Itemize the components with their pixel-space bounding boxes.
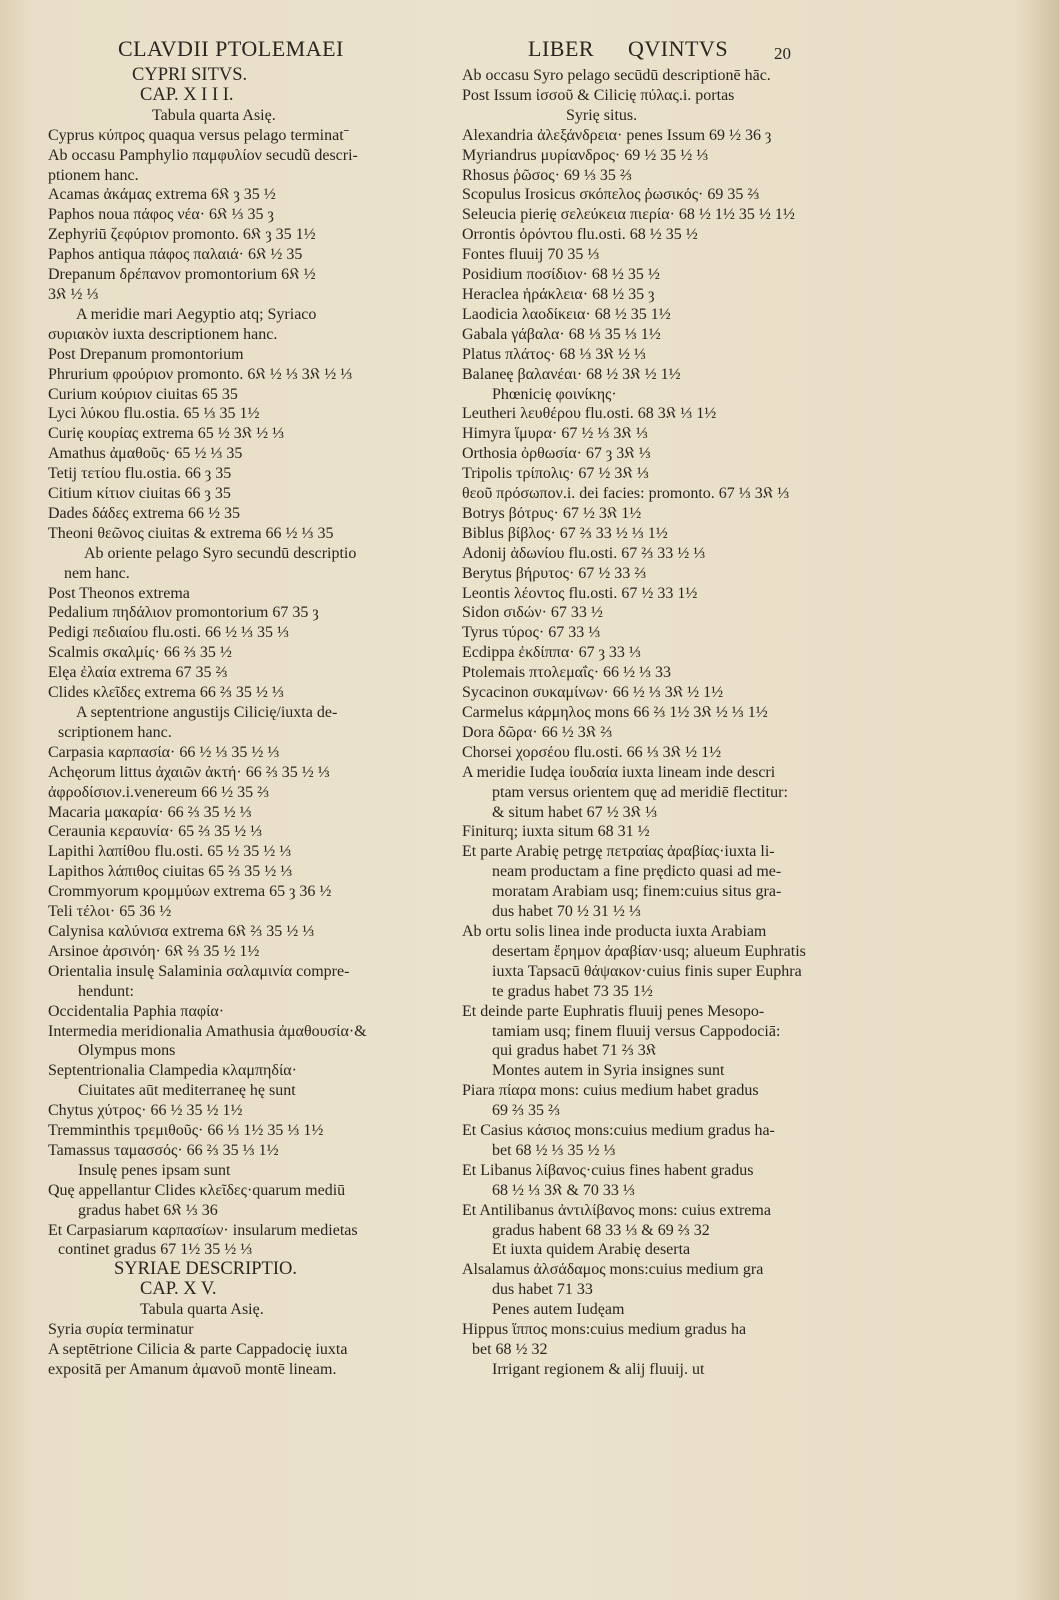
text-line: A meridie Iudęa ἰουδαία iuxta lineam inde descri [462, 763, 776, 781]
text-line: SYRIAE DESCRIPTIO. [114, 1259, 297, 1280]
text-line: dus habet 71 33 [492, 1281, 593, 1299]
text-line: Gabala γάβαλα· 68 ⅓ 35 ⅓ 1½ [462, 325, 661, 343]
text-line: Irrigant regionem & alij fluuij. ut [492, 1360, 705, 1378]
text-line: Scopulus Irosicus σκόπελος ῥωσικός· 69 35 ⅔ [462, 186, 760, 204]
text-line: qui gradus habet 71 ⅔ 3𝔎 [492, 1042, 657, 1060]
text-line: Penes autem Iudęam [492, 1301, 625, 1319]
text-line: Curię κουρίας extrema 65 ½ 3𝔎 ½ ⅓ [48, 425, 285, 443]
text-line: Theoni θεῶνος ciuitas & extrema 66 ½ ⅓ 35 [48, 524, 334, 542]
text-line: Lapithos λάπιθος ciuitas 65 ⅔ 35 ½ ⅓ [48, 863, 293, 881]
text-line: Heraclea ἡράκλεια· 68 ½ 35 ȝ [462, 285, 655, 303]
text-line: Post Theonos extrema [48, 584, 190, 602]
text-line: Rhosus ῥῶσος· 69 ⅓ 35 ⅔ [462, 166, 632, 184]
text-line: Carmelus κάρμηλος mons 66 ⅔ 1½ 3𝔎 ½ ⅓ 1½ [462, 704, 768, 721]
text-line: Himyra ἵμυρα· 67 ½ ⅓ 3𝔎 ⅓ [462, 425, 648, 443]
text-line: Phœnicię φοινίκης· [492, 385, 617, 403]
text-line: Chytus χύτρος· 66 ½ 35 ½ 1½ [48, 1102, 243, 1120]
left-column [48, 66, 418, 1380]
text-line: ptionem hanc. [48, 166, 139, 184]
text-line: Dora δῶρα· 66 ½ 3𝔎 ⅔ [462, 723, 613, 741]
text-line: ἀφροδίσιον.i.venereum 66 ½ 35 ⅔ [48, 783, 270, 801]
text-line: Finiturq; iuxta situm 68 31 ½ [462, 823, 650, 841]
text-line: Ab oriente pelago Syro secundū descriptio [84, 544, 357, 562]
text-line: Septentrionalia Clampedia κλαμπηδία· [48, 1062, 297, 1080]
text-line: Orrontis ὀρόντου flu.osti. 68 ½ 35 ½ [462, 226, 698, 244]
text-line: Dades δάδες extrema 66 ½ 35 [48, 504, 241, 522]
text-line: Acamas ἀκάμας extrema 6𝔎 ȝ 35 ½ [48, 186, 276, 204]
text-line: Et Carpasiarum καρπασίων· insularum medietas [48, 1221, 358, 1239]
text-line: Carpasia καρπασία· 66 ½ ⅓ 35 ½ ⅓ [48, 743, 280, 761]
text-line: Et Antilibanus ἀντιλίβανος mons: cuius extrema [462, 1201, 771, 1219]
text-line: Botrys βότρυς· 67 ½ 3𝔎 1½ [462, 504, 642, 522]
folio-number: 20 [774, 44, 791, 63]
text-line: Ab occasu Pamphylio παμφυλίον secudũ descri- [48, 146, 358, 164]
text-line: Drepanum δρέπανον promontorium 6𝔎 ½ [48, 266, 316, 284]
text-line: Platus πλάτος· 68 ⅓ 3𝔎 ½ ⅓ [462, 345, 646, 363]
text-line: bet 68 ½ 32 [472, 1341, 548, 1358]
text-line: Biblus βίβλος· 67 ⅔ 33 ½ ⅓ 1½ [462, 524, 668, 542]
text-line: Laodicia λαοδίκεια· 68 ½ 35 1½ [462, 305, 671, 323]
text-line: Ab ortu solis linea inde producta iuxta Arabiam [462, 922, 767, 940]
text-line: Syrię situs. [566, 106, 638, 124]
text-line: Teli τέλοι· 65 36 ½ [48, 903, 172, 921]
text-line: Et deinde parte Euphratis fluuij penes Mesopo- [462, 1002, 765, 1020]
text-line: Hippus ἵππος mons:cuius medium gradus ha [462, 1321, 747, 1339]
text-line: A septentrione angustijs Cilicię/iuxta de- [76, 704, 338, 721]
text-line: Montes autem in Syria insignes sunt [492, 1062, 725, 1080]
text-line: Alexandria ἀλεξάνδρεια· penes Issum 69 ½ 36 ȝ [462, 126, 772, 144]
text-line: Achęorum littus ἀχαιῶν ἀκτή· 66 ⅔ 35 ½ ⅓ [48, 763, 330, 781]
text-line: Crommyorum κρομμύων extrema 65 ȝ 36 ½ [48, 883, 332, 901]
text-line: Post Issum ἰσσοῦ & Cilicię πύλας.i. portas [462, 86, 735, 104]
text-line: Chorsei χορσέου flu.osti. 66 ⅓ 3𝔎 ½ 1½ [462, 743, 722, 761]
text-line: Seleucia pierię σελεύκεια πιερία· 68 ½ 1½ 35 ½ 1½ [462, 206, 795, 224]
text-line: Tamassus ταμασσός· 66 ⅔ 35 ⅓ 1½ [48, 1141, 279, 1159]
text-line: Clides κλεῖδες extrema 66 ⅔ 35 ½ ⅓ [48, 684, 284, 702]
text-line: CAP. X I I I. [140, 84, 234, 105]
text-line: Orthosia ὀρθωσία· 67 ȝ 3𝔎 ⅓ [462, 445, 651, 463]
text-line: Ecdippa ἐκδίππα· 67 ȝ 33 ⅓ [462, 644, 641, 662]
text-line: Elęa ἐλαία extrema 67 35 ⅔ [48, 664, 228, 682]
text-line: Berytus βήρυτος· 67 ½ 33 ⅔ [462, 564, 647, 582]
text-line: Posidium ποσίδιον· 68 ½ 35 ½ [462, 266, 660, 284]
text-line: Tyrus τύρος· 67 33 ⅓ [462, 624, 601, 642]
text-line: Post Drepanum promontorium [48, 345, 244, 363]
text-line: ptam versus orientem quę ad meridiē flectitur: [492, 783, 788, 801]
text-line: Fontes fluuij 70 35 ⅓ [462, 246, 600, 264]
text-line: Ptolemais πτολεμαΐς· 66 ½ ⅓ 33 [462, 664, 672, 682]
text-line: Tabula quarta Asię. [140, 1301, 264, 1319]
text-line: Et parte Arabię petrgę πετραίας ἀραβίας·iuxta li- [462, 843, 775, 861]
text-line: Pedigi πεδιαίου flu.osti. 66 ½ ⅓ 35 ⅓ [48, 624, 290, 642]
text-line: nem hanc. [64, 564, 130, 582]
text-line: Orientalia insulę Salaminia σαλαμινία compre- [48, 962, 350, 980]
text-line: Syria συρία terminatur [48, 1321, 194, 1339]
text-line: moratam Arabiam usq; finem:cuius situs gra- [492, 883, 782, 901]
text-line: Phrurium φρούριον promonto. 6𝔎 ½ ⅓ 3𝔎 ½ ⅓ [48, 365, 353, 383]
text-line: expositā per Amanum ἀμανοῦ montē lineam. [48, 1360, 337, 1378]
running-head-author: CLAVDII PTOLEMAEI [118, 36, 344, 61]
text-line: Tabula quarta Asię. [152, 106, 276, 124]
text-line: Tetij τετίου flu.ostia. 66 ȝ 35 [48, 465, 232, 483]
text-line: Olympus mons [78, 1042, 176, 1060]
text-line: Quę appellantur Clides κλεῖδες·quarum mediū [48, 1181, 346, 1199]
text-line: Ciuitates aūt mediterraneę hę sunt [78, 1082, 296, 1100]
right-column [462, 66, 818, 1380]
text-line: dus habet 70 ½ 31 ½ ⅓ [492, 903, 641, 921]
text-line: & situm habet 67 ½ 3𝔎 ⅓ [492, 803, 658, 821]
text-line: iuxta Tapsacū θάψακον·cuius finis super Euphra [492, 962, 802, 980]
text-line: A meridie mari Aegyptio atq; Syriaco [76, 305, 317, 323]
text-line: Balaneę βαλανέαι· 68 ½ 3𝔎 ½ 1½ [462, 365, 681, 383]
text-line: te gradus habet 73 35 1½ [492, 982, 653, 1000]
text-line: Leontis λέοντος flu.osti. 67 ½ 33 1½ [462, 584, 698, 602]
running-head-book: LIBER [528, 36, 595, 61]
text-line: Et iuxta quidem Arabię deserta [492, 1241, 691, 1259]
text-line: Paphos antiqua πάφος παλαιά· 6𝔎 ½ 35 [48, 246, 303, 264]
text-line: Zephyriū ζεφύριον promonto. 6𝔎 ȝ 35 1½ [48, 226, 316, 244]
text-line: neam productam a fine prędicto quasi ad me- [492, 863, 782, 881]
text-line: Lapithi λαπίθου flu.osti. 65 ½ 35 ½ ⅓ [48, 843, 292, 861]
text-line: Scalmis σκαλμίς· 66 ⅔ 35 ½ [48, 644, 232, 662]
text-line: 68 ½ ⅓ 3𝔎 & 70 33 ⅓ [492, 1181, 635, 1199]
text-line: Sidon σιδών· 67 33 ½ [462, 604, 603, 622]
text-line: CYPRI SITVS. [132, 65, 248, 85]
text-line: Pedalium πηδάλιον promontorium 67 35 ȝ [48, 604, 319, 622]
text-line: Intermedia meridionalia Amathusia ἀμαθουσία·& [48, 1022, 367, 1040]
text-line: Curium κούριον ciuitas 65 35 [48, 385, 238, 403]
text-line: tamiam usq; finem fluuij versus Cappodociā: [492, 1022, 781, 1040]
text-line: Insulę penes ipsam sunt [78, 1161, 231, 1179]
text-line: Tremminthis τρεμιθοῦς· 66 ⅓ 1½ 35 ⅓ 1½ [48, 1122, 324, 1140]
text-line: συριακὸν iuxta descriptionem hanc. [48, 325, 278, 343]
text-line: 69 ⅔ 35 ⅔ [492, 1102, 560, 1120]
text-line: Paphos noua πάφος νέα· 6𝔎 ⅓ 35 ȝ [48, 206, 274, 224]
text-line: gradus habet 6𝔎 ⅓ 36 [78, 1201, 218, 1219]
text-line: gradus habent 68 33 ⅓ & 69 ⅔ 32 [492, 1221, 710, 1239]
running-head-number: QVINTVS [628, 36, 729, 61]
text-line: hendunt: [78, 982, 134, 1000]
text-line: θεοῦ πρόσωπον.i. dei facies: promonto. 67 ⅓ 3𝔎 ⅓ [462, 485, 790, 503]
text-line: bet 68 ½ ⅓ 35 ½ ⅓ [492, 1141, 616, 1159]
text-line: Et Casius κάσιος mons:cuius medium gradus ha- [462, 1122, 775, 1140]
text-line: Ceraunia κεραυνία· 65 ⅔ 35 ½ ⅓ [48, 823, 263, 841]
text-line: desertam ἔρημον ἀραβίαν·usq; alueum Euphratis [492, 942, 806, 960]
text-line: Myriandrus μυρίανδρος· 69 ½ 35 ½ ⅓ [462, 146, 709, 164]
text-line: Macaria μακαρία· 66 ⅔ 35 ½ ⅓ [48, 803, 252, 821]
text-line: Arsinoe ἀρσινόη· 6𝔎 ⅔ 35 ½ 1½ [48, 942, 260, 960]
text-line: A septētrione Cilicia & parte Cappadocię iuxta [48, 1341, 348, 1358]
text-line: CAP. X V. [140, 1279, 217, 1300]
text-line: Cyprus κύπρος quaqua versus pelago terminatˉ [48, 126, 349, 144]
text-line: Occidentalia Paphia παφία· [48, 1002, 225, 1020]
text-line: Sycacinon συκαμίνων· 66 ½ ⅓ 3𝔎 ½ 1½ [462, 684, 724, 702]
text-line: Lyci λύκου flu.ostia. 65 ⅓ 35 1½ [48, 405, 260, 423]
text-line: Tripolis τρίπολις· 67 ½ 3𝔎 ⅓ [462, 465, 649, 483]
text-line: continet gradus 67 1½ 35 ½ ⅓ [58, 1241, 253, 1259]
text-line: 3𝔎 ½ ⅓ [48, 285, 99, 303]
text-line: Adonij ἀδωνίου flu.osti. 67 ⅔ 33 ½ ⅓ [462, 544, 706, 562]
text-line: Et Libanus λίβανος·cuius fines habent gradus [462, 1161, 754, 1179]
text-line: Citium κίτιον ciuitas 66 ȝ 35 [48, 485, 231, 503]
text-line: scriptionem hanc. [58, 723, 172, 741]
text-line: Piara πίαρα mons: cuius medium habet gradus [462, 1082, 759, 1100]
text-line: Calynisa καλύνισα extrema 6𝔎 ⅔ 35 ½ ⅓ [48, 922, 315, 940]
text-line: Ab occasu Syro pelago secūdū descriptionē hāc. [462, 67, 771, 84]
text-line: Amathus ἀμαθοῦς· 65 ½ ⅓ 35 [48, 445, 243, 463]
text-line: Alsalamus ἀλσάδαμος mons:cuius medium gra [462, 1261, 764, 1279]
text-line: Leutheri λευθέρου flu.osti. 68 3𝔎 ⅓ 1½ [462, 405, 717, 423]
